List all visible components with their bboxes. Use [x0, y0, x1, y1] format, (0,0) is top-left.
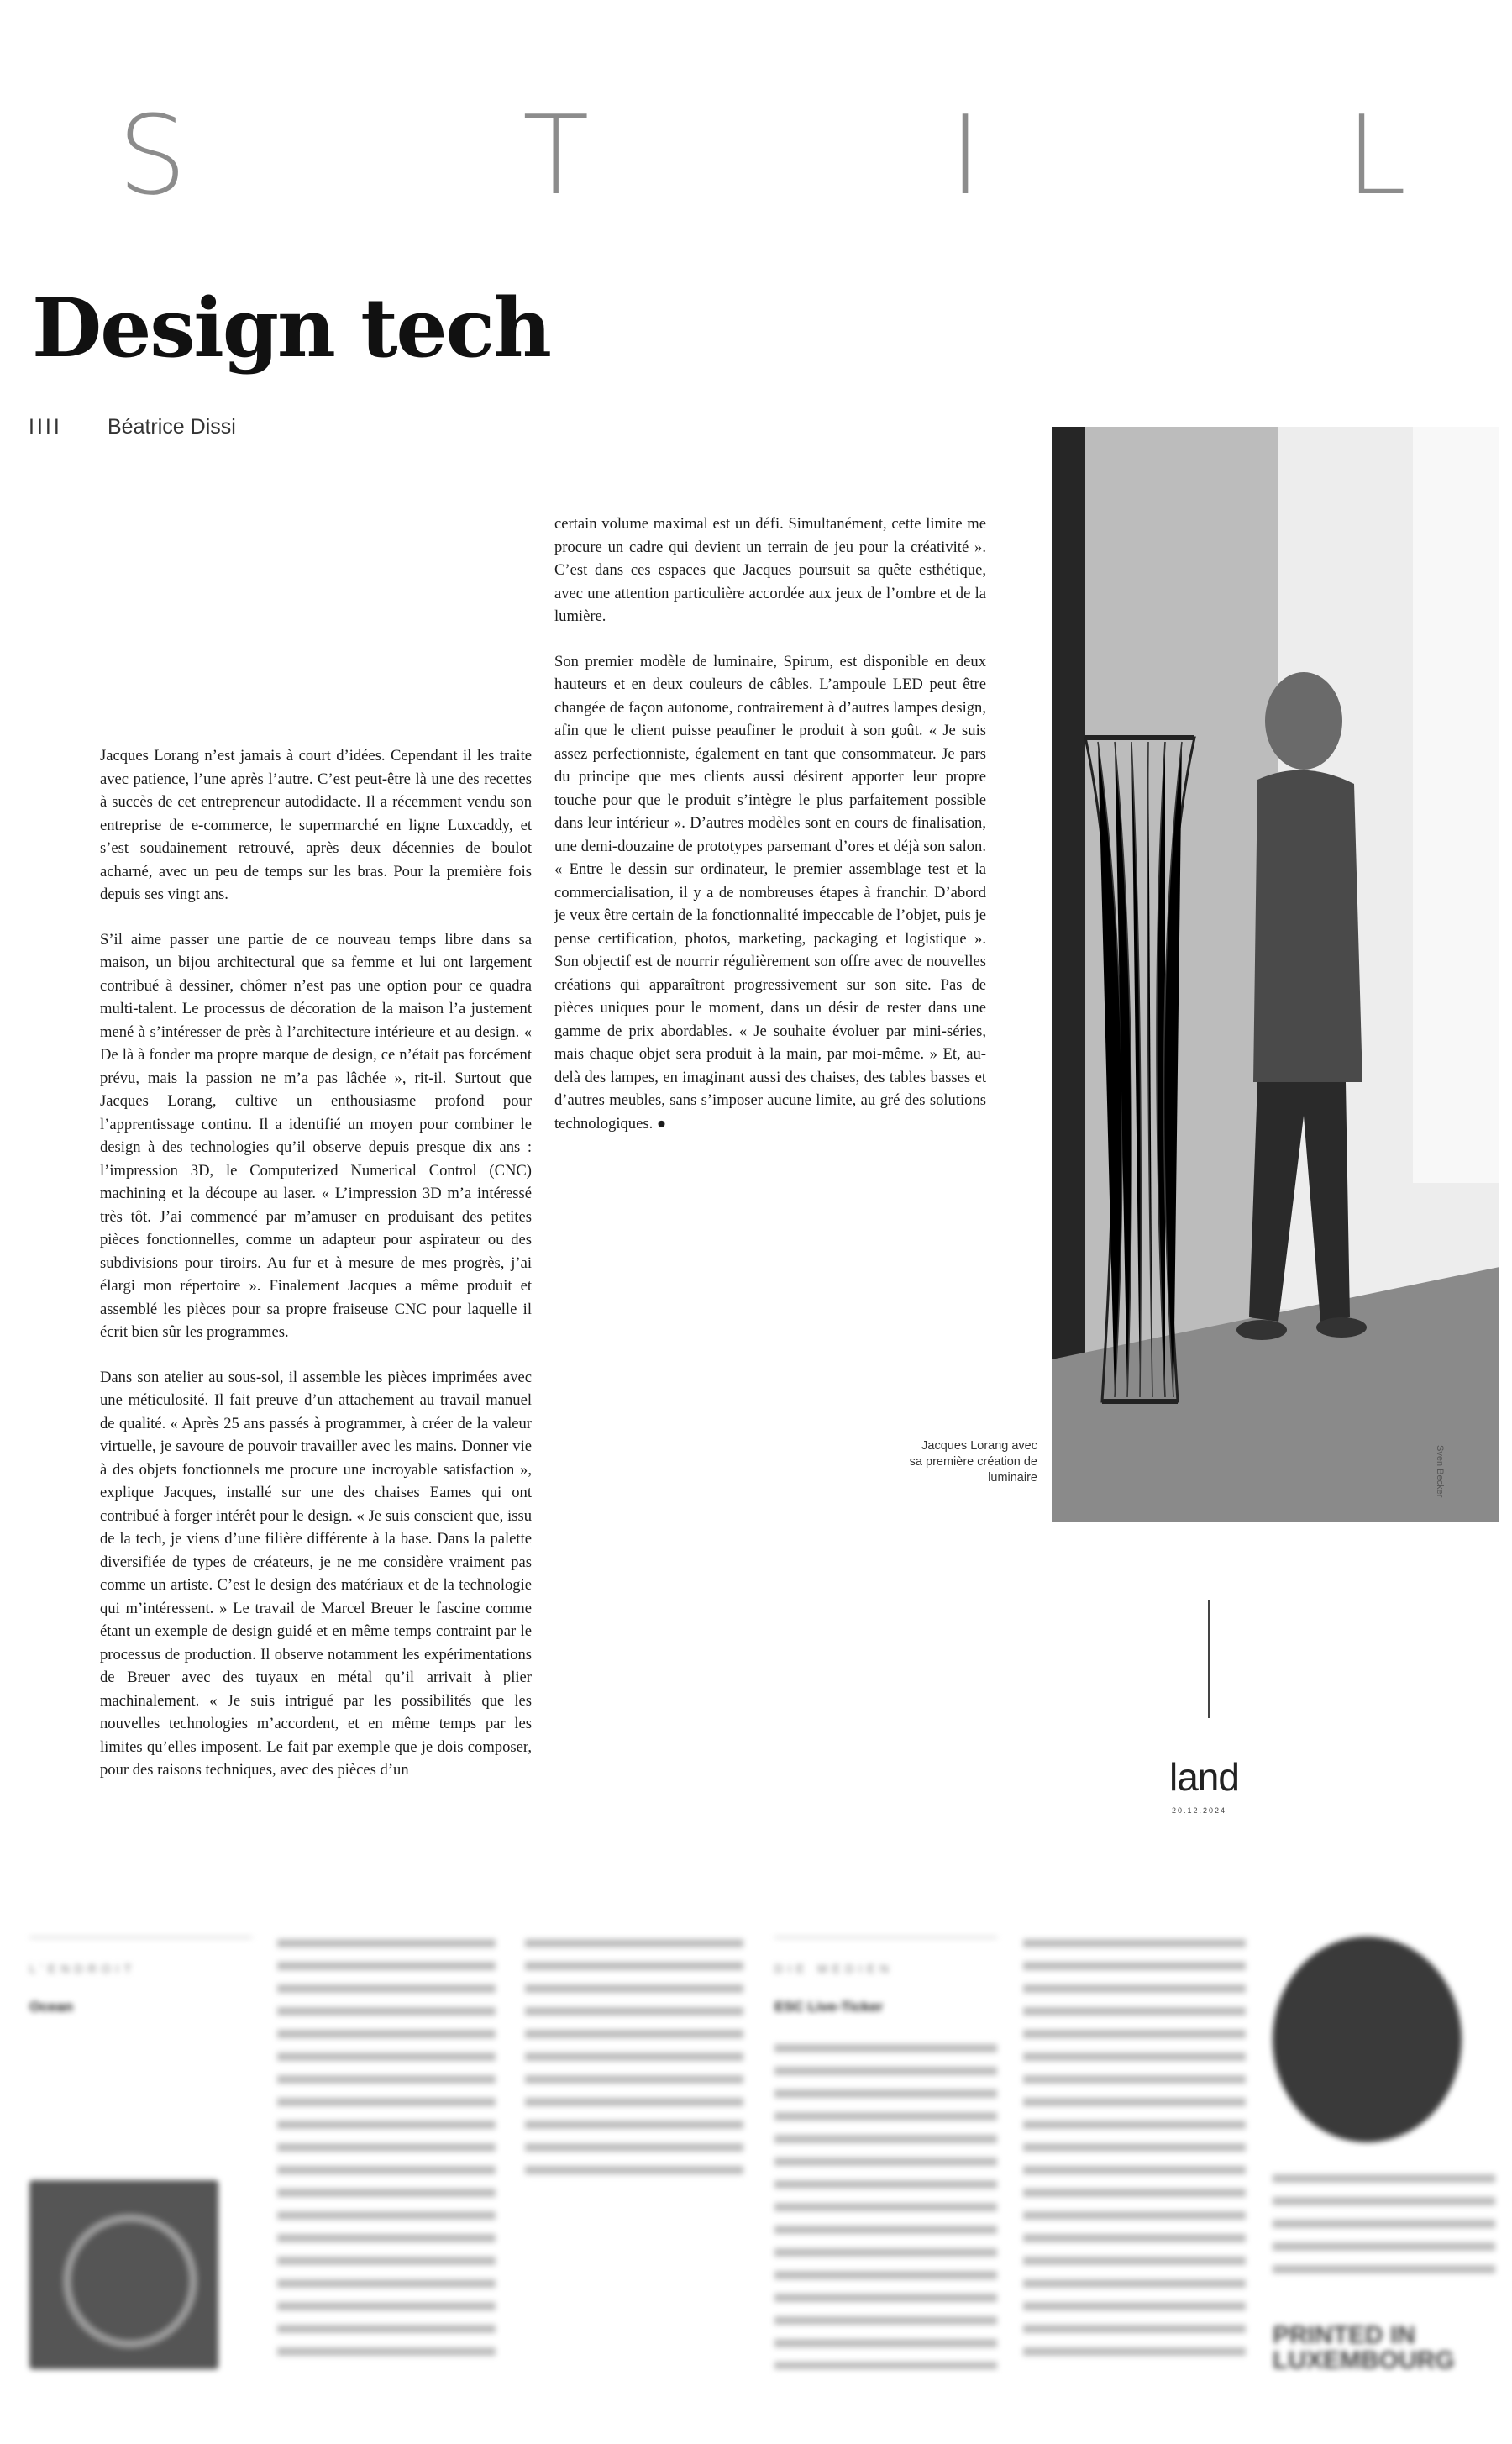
paragraph: S’il aime passer une partie de ce nouveau temps libre dans sa maison, un bijou architectural que sa femme et lui ont largement contribué à dessiner, chômer n’est pas une option pour ce quadra multi-talent. Le processus de décoration de la maison l’a justement mené à s’intéresser de près à l’architecture intérieure et au design. « De là à fonder ma propre marque de design, ce n’était pas forcément prévu, mais la passion ne m’a pas lâchée », rit-il. Surtout que Jacques Lorang, cultive un enthousiasme profond pour l’apprentissage continu. Il a identifié un moyen pour combiner le design à des technologies qu’il observe depuis presque dix ans : l’impression 3D, le Computerized Numerical Control (CNC) machining et la découpe au laser. « L’impression 3D m’a intéressé très tôt. J’ai commencé par m’amuser en produisant des petites pièces fonctionnelles, comme un adapteur pour aspirateur ou des subdivisions pour tiroirs. Au fur et à mesure de mes progrès, j’ai élargi mon répertoire ». Finalement Jacques a même produit et assemblé les pièces pour sa propre fraiseuse CNC pour laquelle il écrit bien sûr les programmes. — [100, 930, 532, 1341]
paragraph: Dans son atelier au sous-sol, il assemble les pièces imprimées avec une méticulosité. Il fait preuve d’un attachement au travail manuel de qualité. « Après 25 ans passés à programmer, à créer de la valeur virtuelle, je savoure de pouvoir travailler avec les mains. Donner vie à des objets fonctionnels me procure une incroyable satisfaction », explique Jacques, installé sur une des chaises Eames qui ont contribué à forger intérêt pour le design. « Je suis conscient que, issu de la tech, je viens d’une filière différente à la base. Dans la palette diversifiée de types de créateurs, je ne me considère vraiment pas comme un artiste. C’est le design des matériaux et de la technologie qui m’intéressent. » Le travail de Marcel Breuer le fascine comme étant un exemple de design guidé et en même temps contraint par le processus de production. Il observe notamment les expérimentations de Breuer avec des tuyaux en métal qu’il arrivait à plier machinalement. « Je suis intrigué par les possibilités que les nouvelles technologies m’accordent, et en même temps par les limites qu’elles imposent. Le fait par exemple que je dois composer, pour des raisons techniques, avec des pièces d’un — [100, 1368, 532, 1779]
footer-text-column — [525, 1932, 743, 2176]
footer-text-column — [1023, 1932, 1246, 2369]
footer-rule — [29, 1937, 252, 1938]
vertical-divider — [1208, 1600, 1210, 1718]
photo-illustration — [1052, 427, 1499, 1522]
footer-rule — [774, 1937, 997, 1938]
photo-credit: Sven Becker — [1435, 1445, 1445, 1498]
section-letter-s: S — [118, 92, 187, 219]
footer-left-label: L’ENDROIT — [29, 1962, 137, 1975]
section-letter-i: I — [949, 92, 982, 219]
article-photo — [1052, 427, 1499, 1522]
section-letter-t: T — [522, 92, 590, 219]
printed-in-luxembourg-badge: PRINTED IN LUXEMBOURG — [1273, 2321, 1455, 2374]
publication-logo: land — [1169, 1755, 1239, 1799]
paragraph: certain volume maximal est un défi. Simultanément, cette limite me procure un cadre qui devient un terrain de jeu pour la créativité ». C’est dans ces espaces que Jacques poursuit sa quête esthétique, avec une attention particulière accordée aux jeux de l’ombre et de la lumière. — [554, 515, 986, 625]
author-name: Béatrice Dissi — [108, 415, 236, 439]
article-column-1 — [100, 744, 532, 1804]
photo-caption: Jacques Lorang avec sa première création de luminaire — [909, 1439, 1037, 1485]
publication-date: 20.12.2024 — [1172, 1806, 1227, 1815]
footer-preview — [0, 1928, 1512, 2432]
end-mark: ● — [656, 1114, 667, 1133]
footer-portrait — [1273, 1937, 1462, 2142]
footer-right-label: DIE MEDIEN — [774, 1962, 894, 1975]
footer-left-heading: Ocean — [29, 1999, 73, 2015]
footer-text-column — [277, 1932, 496, 2369]
article-title: Design tech — [32, 281, 550, 376]
paragraph: Jacques Lorang n’est jamais à court d’idées. Cependant il les traite avec patience, l’une après l’autre. C’est peut-être là une des recettes à succès de cet entrepreneur autodidacte. Il a récemment vendu son entreprise de e-commerce, le supermarché en ligne Luxcaddy, et s’est soudainement retrouvé, après deux décennies de boulot acharné, avec un peu de temps sur les bras. Pour la première fois depuis ses vingt ans. — [100, 747, 532, 903]
paragraph-text: Son premier modèle de luminaire, Spirum, est disponible en deux hauteurs et en deux couleurs de câbles. L’ampoule LED peut être changée de façon autonome, contrairement à d’autres lampes design, afin que le client puisse peaufiner le produit à son goût. « Je suis assez perfectionniste, également en tant que consommateur. Je pars du principe que mes clients aussi désirent apporter leur propre touche pour que le produit s’intègre le plus parfaitement possible dans leur intérieur ». D’autres modèles sont en cours de finalisation, une demi-douzaine de prototypes parsemant d’ores et déjà son salon. « Entre le dessin sur ordinateur, le premier assemblage test et la commercialisation, il y a de nombreuses étapes à franchir. D’abord je veux être certain de la fonctionnalité impeccable de l’objet, puis je pense certification, photos, marketing, packaging et logistique ». Son objectif est de nourrir régulièrement son offre avec de nouvelles créations qui apparaîtront progressivement sur son site. Pas de pièces uniques pour le moment, dans un désir de rester dans une gamme de prix abordables. « Je souhaite évoluer par mini-séries, mais chaque objet sera produit à la main, par moi-même. » Et, au-delà des lampes, en imaginant aussi des chaises, des tables basses et d’autres meubles, sans s’imposer aucune limite, au gré des solutions technologiques. — [554, 652, 986, 1133]
footer-right-heading: ESC Live-Ticker — [774, 1999, 884, 2015]
footer-left-image — [29, 2180, 218, 2369]
footer-text-column — [774, 2037, 997, 2369]
article-column-2 — [554, 512, 986, 1157]
author-mark: IIII — [29, 415, 62, 439]
footer-text-column — [1273, 2168, 1495, 2277]
paragraph — [554, 650, 986, 1136]
section-letter-l: L — [1346, 92, 1407, 219]
